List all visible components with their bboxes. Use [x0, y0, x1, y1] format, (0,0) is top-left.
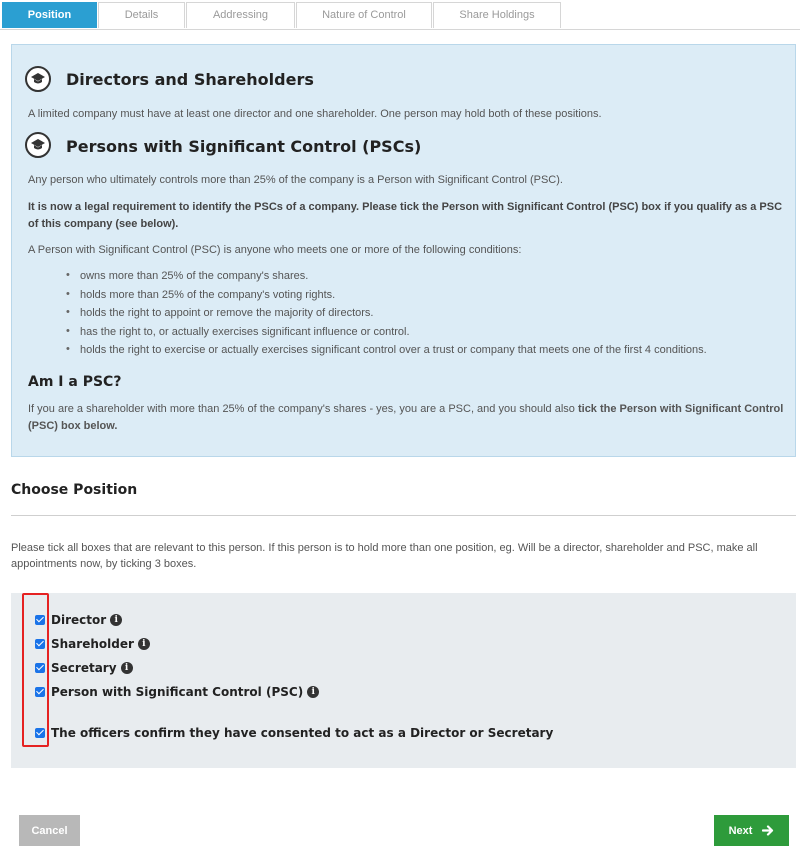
- psc-title: Persons with Significant Control (PSCs): [66, 137, 422, 156]
- info-icon[interactable]: i: [138, 638, 150, 650]
- psc-conditions-list: [66, 270, 786, 363]
- am-i-psc-title: Am I a PSC?: [28, 374, 122, 390]
- cancel-button[interactable]: Cancel: [19, 815, 80, 846]
- list-item: • has the right to, or actually exercises significant influence or control.: [66, 326, 786, 345]
- psc-label: Person with Significant Control (PSC): [51, 685, 304, 699]
- choose-position-instructions: Please tick all boxes that are relevant to this person. If this person is to hold more than one position, eg. Will be a director, shareholder and PSC, make all appointments now, by ticking 3 boxes.: [11, 542, 758, 570]
- next-label: Next: [728, 824, 753, 837]
- choose-position-title: Choose Position: [11, 482, 138, 498]
- list-item: • holds the right to exercise or actually exercises significant control over a trust or company that meets one of the first 4 conditions.: [66, 344, 786, 363]
- info-icon[interactable]: i: [110, 614, 122, 626]
- tab-share-holdings[interactable]: Share Holdings: [433, 2, 561, 28]
- tab-position[interactable]: Position: [2, 2, 97, 28]
- psc-option: [35, 685, 319, 699]
- arrow-right-icon: [762, 825, 774, 836]
- psc-text: Any person who ultimately controls more than 25% of the company is a Person with Significant Control (PSC).: [28, 174, 563, 186]
- checkbox-highlight-box: [22, 593, 49, 747]
- list-item: • owns more than 25% of the company's shares.: [66, 270, 786, 289]
- director-label: Director: [51, 613, 107, 627]
- tab-nature-of-control[interactable]: Nature of Control: [296, 2, 432, 28]
- next-button[interactable]: [714, 815, 789, 846]
- info-icon[interactable]: i: [121, 662, 133, 674]
- psc-info-panel: [11, 44, 796, 457]
- directors-text: A limited company must have at least one director and one shareholder. One person may hold both of these positions.: [28, 108, 602, 120]
- consent-option: [35, 726, 553, 740]
- am-i-psc-text: [28, 401, 786, 435]
- position-options-panel: [11, 593, 796, 768]
- tab-addressing[interactable]: Addressing: [186, 2, 295, 28]
- graduation-cap-icon: [25, 132, 51, 158]
- consent-label: The officers confirm they have consented to act as a Director or Secretary: [51, 726, 554, 740]
- psc-conditions-intro: A Person with Significant Control (PSC) is anyone who meets one or more of the following conditions:: [28, 244, 522, 256]
- am-i-psc-text-bold: tick the Person with Significant Control (PSC) box below.: [28, 403, 784, 432]
- divider: [11, 515, 796, 516]
- graduation-cap-icon: [25, 66, 51, 92]
- psc-requirement: It is now a legal requirement to identify the PSCs of a company. Please tick the Person with Significant Control (PSC) box if you qualify as a PSC of this company (see below).: [28, 201, 783, 230]
- tab-bar: [0, 0, 800, 30]
- list-item: • holds more than 25% of the company's voting rights.: [66, 289, 786, 308]
- shareholder-label: Shareholder: [51, 637, 134, 651]
- am-i-psc-text-plain: If you are a shareholder with more than 25% of the company's shares - yes, you are a PSC, and you should also: [28, 403, 578, 415]
- secretary-label: Secretary: [51, 661, 117, 675]
- list-item: • holds the right to appoint or remove the majority of directors.: [66, 307, 786, 326]
- tab-details[interactable]: Details: [98, 2, 185, 28]
- shareholder-option: [35, 637, 150, 651]
- secretary-option: [35, 661, 133, 675]
- directors-title: Directors and Shareholders: [66, 70, 314, 89]
- info-icon[interactable]: i: [307, 686, 319, 698]
